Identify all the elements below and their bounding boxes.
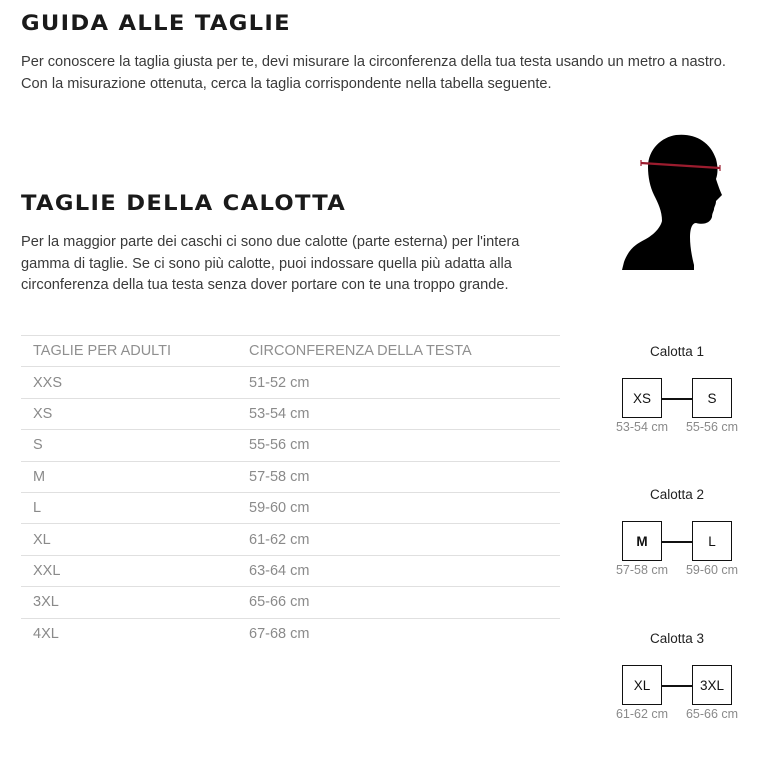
circumference-cell: 53-54 cm — [249, 405, 310, 422]
calotta-title: Calotta 3 — [649, 631, 705, 646]
calotta-ranges — [606, 420, 748, 436]
table-row — [21, 430, 560, 461]
head-measurement-icon — [610, 125, 730, 270]
size-table — [21, 335, 560, 650]
intro-paragraph: Per conoscere la taglia giusta per te, devi misurare la circonferenza della tua testa usando un metro a nastro. Con la misurazione ottenuta, cerca la taglia corrispondente nella tabella seguente. — [21, 54, 726, 92]
table-row — [21, 462, 560, 493]
circumference-cell: 67-68 cm — [249, 626, 310, 643]
section-title-shell-sizes: TAGLIE DELLA CALOTTA — [21, 191, 347, 215]
table-row — [21, 524, 560, 555]
calotta-boxes — [606, 521, 748, 561]
shell-description: Per la maggior parte dei caschi ci sono due calotte (parte esterna) per l'intera gamma di taglie. Se ci sono più calotte, puoi indossare quella più adatta alla circonferenza della tua testa senza dover portare con te una troppo grande. — [21, 234, 520, 293]
column-header-circumference: CIRCONFERENZA DELLA TESTA — [249, 343, 472, 360]
size-cell: 4XL — [33, 626, 59, 643]
circumference-cell: 51-52 cm — [249, 374, 310, 391]
table-row — [21, 556, 560, 587]
range-left: 61-62 cm — [615, 707, 669, 721]
circumference-cell: 65-66 cm — [249, 594, 310, 611]
table-row — [21, 399, 560, 430]
table-row — [21, 619, 560, 650]
size-box-right: L — [692, 521, 732, 561]
size-cell: S — [33, 437, 43, 454]
calotta-title: Calotta 1 — [649, 344, 705, 359]
table-row — [21, 367, 560, 398]
page-title: GUIDA ALLE TAGLIE — [21, 11, 291, 35]
connector-line — [662, 685, 692, 687]
head-silhouette — [622, 135, 722, 270]
range-left: 57-58 cm — [615, 563, 669, 577]
range-right: 55-56 cm — [685, 420, 739, 434]
size-cell: M — [33, 468, 46, 485]
size-box-right: S — [692, 378, 732, 418]
table-row — [21, 587, 560, 618]
size-box-left: XL — [622, 665, 662, 705]
size-box-left: XS — [622, 378, 662, 418]
circumference-cell: 55-56 cm — [249, 437, 310, 454]
calotta-boxes — [606, 665, 748, 705]
calotta-ranges — [606, 707, 748, 723]
calotta-1-diagram — [606, 343, 748, 436]
range-right: 59-60 cm — [685, 563, 739, 577]
size-cell: XL — [33, 531, 51, 548]
size-cell: 3XL — [33, 594, 59, 611]
table-row — [21, 493, 560, 524]
calotta-title: Calotta 2 — [649, 487, 705, 502]
calotta-3-diagram — [606, 630, 748, 723]
calotta-2-diagram — [606, 486, 748, 579]
calotta-boxes — [606, 378, 748, 418]
range-left: 53-54 cm — [615, 420, 669, 434]
size-box-left: M — [622, 521, 662, 561]
size-cell: XXL — [33, 562, 61, 579]
circumference-cell: 61-62 cm — [249, 531, 310, 548]
circumference-cell: 59-60 cm — [249, 500, 310, 517]
circumference-cell: 57-58 cm — [249, 468, 310, 485]
circumference-cell: 63-64 cm — [249, 562, 310, 579]
range-right: 65-66 cm — [685, 707, 739, 721]
connector-line — [662, 398, 692, 400]
table-header-row — [21, 336, 560, 367]
size-box-right: 3XL — [692, 665, 732, 705]
calotta-ranges — [606, 563, 748, 579]
size-cell: XXS — [33, 374, 63, 391]
column-header-size: TAGLIE PER ADULTI — [33, 343, 172, 360]
size-cell: XS — [33, 405, 53, 422]
connector-line — [662, 541, 692, 543]
size-cell: L — [33, 500, 42, 517]
